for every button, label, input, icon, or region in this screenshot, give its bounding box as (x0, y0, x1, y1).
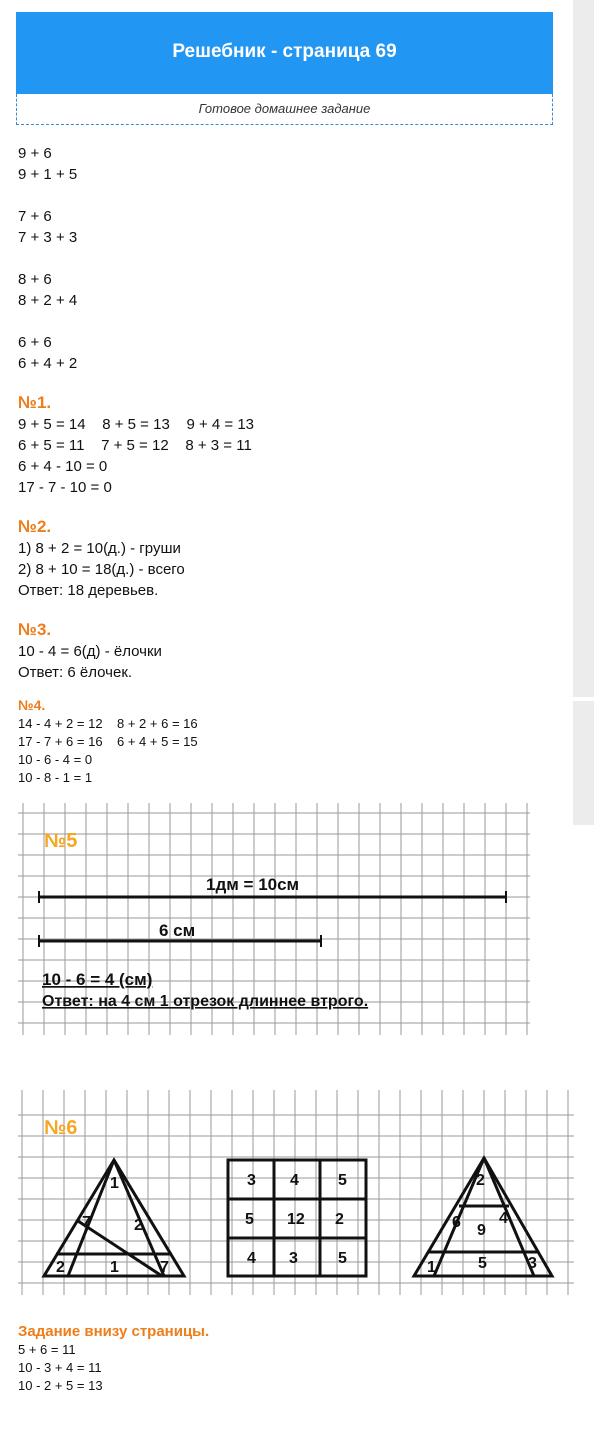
bottom-task (18, 1322, 209, 1395)
page-header (16, 12, 553, 94)
segment-10cm-label: 1дм = 10см (206, 875, 300, 894)
task-heading: №5 (44, 830, 78, 852)
task-heading: №2. (18, 517, 52, 536)
task5-answer: Ответ: на 4 см 1 отрезок длиннее втрого. (42, 993, 369, 1010)
text-line: 10 - 3 + 4 = 11 (18, 1360, 102, 1375)
triangle2-number: 4 (499, 1210, 508, 1227)
text-line: 10 - 4 = 6(д) - ёлочки (18, 643, 162, 660)
task5-solution: 10 - 6 = 4 (см) (42, 970, 153, 989)
text-line: 6 + 5 = 11 7 + 5 = 12 8 + 3 = 11 (18, 437, 252, 454)
task-3 (18, 618, 558, 683)
task-heading: №1. (18, 393, 52, 412)
triangle2-number: 3 (528, 1255, 537, 1272)
triangle1-number: 7 (160, 1259, 169, 1276)
segment-6cm-label: 6 см (159, 921, 196, 940)
grid-cell: 3 (289, 1250, 298, 1267)
task5-figure (16, 803, 532, 1039)
task-heading: Задание внизу страницы. (18, 1323, 210, 1340)
text-line: 5 + 6 = 11 (18, 1342, 76, 1357)
triangle1-number: 7 (82, 1214, 91, 1231)
page-subtitle: Готовое домашнее задание (16, 94, 553, 125)
scrollbar[interactable] (573, 0, 594, 825)
text-line: 8 + 2 + 4 (18, 292, 78, 309)
text-line: 2) 8 + 10 = 18(д.) - всего (18, 561, 185, 578)
triangle1-number: 2 (56, 1259, 65, 1276)
task-2 (18, 515, 558, 601)
text-line: 14 - 4 + 2 = 12 8 + 2 + 6 = 16 (18, 716, 198, 731)
scrollbar-gap (573, 697, 594, 701)
text-line: Ответ: 18 деревьев. (18, 582, 159, 599)
text-line: 10 - 2 + 5 = 13 (18, 1378, 103, 1393)
triangle2-number: 5 (478, 1255, 487, 1272)
grid-cell: 5 (245, 1211, 254, 1228)
text-line: 6 + 6 (18, 334, 52, 351)
text-line: 8 + 6 (18, 271, 52, 288)
text-line: 17 - 7 - 10 = 0 (18, 479, 112, 496)
grid-cell: 2 (335, 1211, 344, 1228)
text-line: 10 - 8 - 1 = 1 (18, 770, 93, 785)
grid-cell: 3 (247, 1172, 256, 1189)
task-1 (18, 391, 558, 498)
task-heading: №3. (18, 620, 52, 639)
text-line: 7 + 3 + 3 (18, 229, 78, 246)
intro-block (18, 143, 558, 374)
text-line: Ответ: 6 ёлочек. (18, 664, 133, 681)
triangle1-number: 2 (134, 1217, 143, 1234)
text-line: 1) 8 + 2 = 10(д.) - груши (18, 540, 181, 557)
text-line: 9 + 5 = 14 8 + 5 = 13 9 + 4 = 13 (18, 416, 255, 433)
triangle1-number: 1 (110, 1175, 119, 1192)
triangle2-number: 1 (427, 1259, 436, 1276)
task6-figure (16, 1090, 576, 1300)
grid-cell: 5 (338, 1172, 347, 1189)
grid-cell: 4 (247, 1250, 256, 1267)
task-heading: №4. (18, 697, 46, 713)
triangle2-number: 6 (452, 1214, 461, 1231)
text-line: 6 + 4 + 2 (18, 355, 78, 372)
task-4 (18, 696, 558, 787)
text-line: 6 + 4 - 10 = 0 (18, 458, 108, 475)
solution-content (18, 143, 558, 787)
text-line: 7 + 6 (18, 208, 52, 225)
grid-cell: 5 (338, 1250, 347, 1267)
triangle2-number: 2 (476, 1172, 485, 1189)
text-line: 9 + 1 + 5 (18, 166, 78, 183)
grid-cell: 4 (290, 1172, 299, 1189)
text-line: 17 - 7 + 6 = 16 6 + 4 + 5 = 15 (18, 734, 198, 749)
triangle2-number: 9 (477, 1222, 486, 1239)
task-heading: №6 (44, 1117, 78, 1139)
page-title: Решебник - страница 69 (172, 41, 397, 62)
text-line: 9 + 6 (18, 145, 52, 162)
grid-cell: 12 (287, 1211, 305, 1228)
triangle1-number: 1 (110, 1259, 119, 1276)
text-line: 10 - 6 - 4 = 0 (18, 752, 93, 767)
